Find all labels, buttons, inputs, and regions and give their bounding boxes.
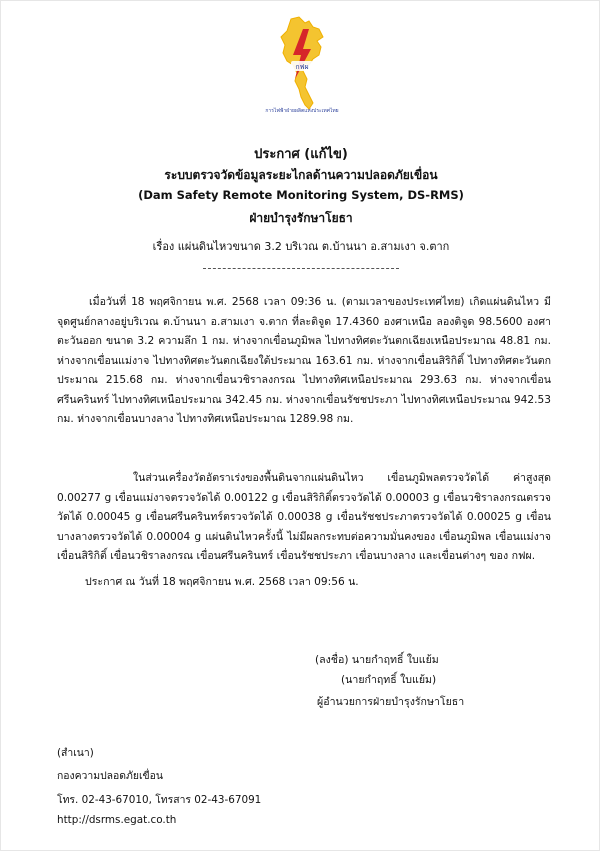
copy-unit: กองความปลอดภัยเขื่อน: [57, 770, 163, 782]
dashed-divider: [203, 268, 399, 269]
egat-logo: [269, 15, 333, 119]
acceleration-paragraph: ในส่วนเครื่องวัดอัตราเร่งของพื้นดินจากแผ่นดินไหว เขื่อนภูมิพลตรวจวัดได้ ค่าสูงสุด 0.00277 g เขื่อนแม่งาจตรวจวัดได้ 0.00122 g เขื่อนสิริกิติ์ตรวจวัดได้ 0.00003 g เขื่อนวชิราลงกรณตรวจวัดได้ 0.00045 g เขื่อนศรีนครินทร์ตรวจวัดได้ 0.00038 g เขื่อนรัชชประภาตรวจวัดได้ 0.00025 g เขื่อนบางลางตรวจวัดได้ 0.00004 g แผ่นดินไหวครั้งนี้ ไม่มีผลกระทบต่อความมั่นคงของ เขื่อนภูมิพล เขื่อนแม่งาจ เขื่อนสิริกิติ์ เขื่อนวชิราลงกรณ เขื่อนศรีนครินทร์ เขื่อนรัชชประภา เขื่อนบางลาง และเขื่อนต่างๆ ของ กฟผ.: [57, 472, 551, 562]
system-name-en: (Dam Safety Remote Monitoring System, DS-RMS): [138, 188, 464, 202]
contact-info: โทร. 02-43-67010, โทรสาร 02-43-67091: [57, 794, 262, 806]
logo-abbr: กฟผ: [295, 63, 309, 71]
copy-label: (สำเนา): [57, 747, 94, 759]
website-link[interactable]: http://dsrms.egat.co.th: [57, 814, 177, 826]
signature-line: (ลงชื่อ) นายกำฤทธิ์ ใบแย้ม: [315, 654, 439, 666]
announcement-date: ประกาศ ณ วันที่ 18 พฤศจิกายน พ.ศ. 2568 เวลา 09:56 น.: [85, 576, 359, 588]
earthquake-details-paragraph: เมื่อวันที่ 18 พฤศจิกายน พ.ศ. 2568 เวลา 09:36 น. (ตามเวลาของประเทศไทย) เกิดแผ่นดินไหว มีจุดศูนย์กลางอยู่บริเวณ ต.บ้านนา อ.สามเงา จ.ตาก ที่ละติจูด 17.4360 องศาเหนือ ลองติจูด 98.5600 องศาตะวันออก ขนาด 3.2 ความลึก 1 กม. ห่างจากเขื่อนภูมิพล ไปทางทิศตะวันตกเฉียงเหนือประมาณ 48.81 กม. ห่างจากเขื่อนแม่งาจ ไปทางทิศตะวันตกเฉียงใต้ประมาณ 163.61 กม. ห่างจากเขื่อนสิริกิติ์ ไปทางทิศตะวันตกประมาณ 215.68 กม. ห่างจากเขื่อนวชิราลงกรณ ไปทางทิศเหนือประมาณ 293.63 กม. ห่างจากเขื่อนศรีนครินทร์ ไปทางทิศเหนือประมาณ 342.45 กม. ห่างจากเขื่อนรัชชประภา ไปทางทิศเหนือประมาณ 942.53 กม. ห่างจากเขื่อนบางลาง ไปทางทิศเหนือประมาณ 1289.98 กม.: [57, 296, 551, 425]
logo-caption: การไฟฟ้าฝ่ายผลิตแห่งประเทศไทย: [265, 108, 339, 114]
system-name-th: ระบบตรวจวัดข้อมูลระยะไกลด้านความปลอดภัยเขื่อน: [164, 168, 438, 182]
subject-line: เรื่อง แผ่นดินไหวขนาด 3.2 บริเวณ ต.บ้านนา อ.สามเงา จ.ตาก: [152, 240, 450, 253]
signatory-position: ผู้อำนวยการฝ่ายบำรุงรักษาโยธา: [317, 696, 465, 708]
page-title: ประกาศ (แก้ไข): [254, 147, 348, 162]
department-name: ฝ่ายบำรุงรักษาโยธา: [249, 211, 353, 225]
signatory-name: (นายกำฤทธิ์ ใบแย้ม): [341, 674, 437, 686]
